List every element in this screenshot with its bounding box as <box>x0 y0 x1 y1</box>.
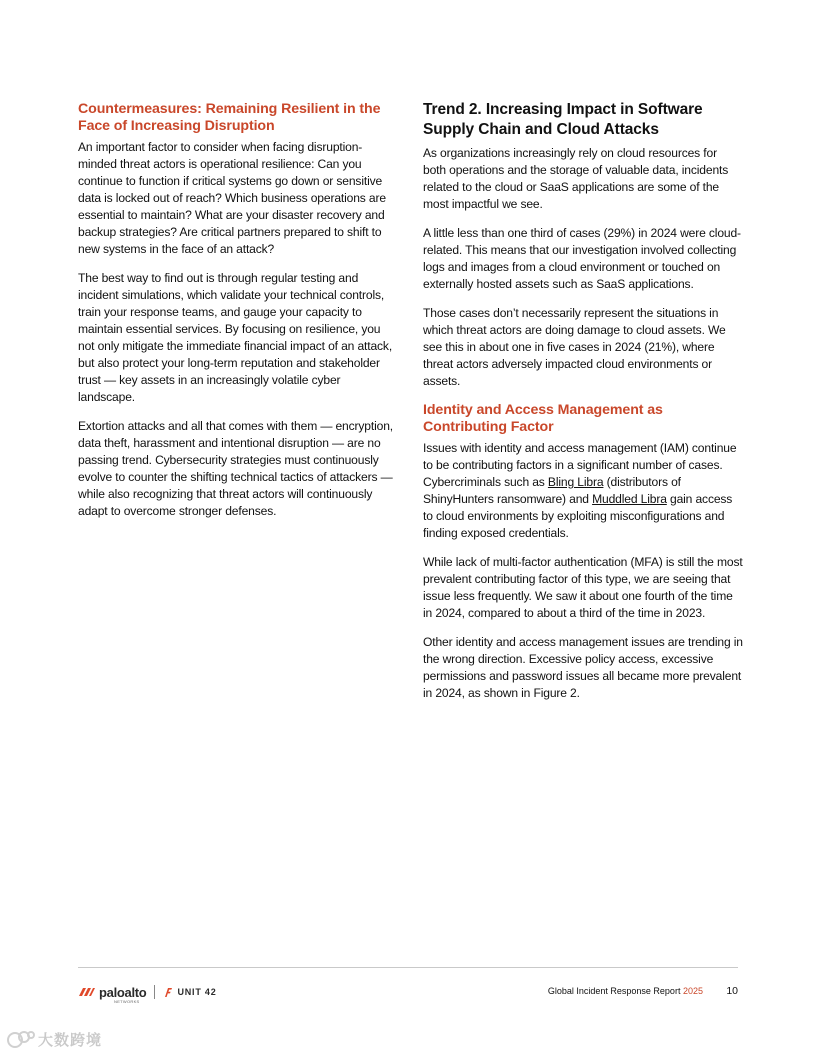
iam-paragraph-1 <box>423 440 743 542</box>
logo-divider <box>154 985 155 999</box>
trend-2-heading: Trend 2. Increasing Impact in Software Supply Chain and Cloud Attacks <box>423 101 703 138</box>
left-paragraph-3: Extortion attacks and all that comes with them — encryption, data theft, harassment and intentional disruption — are no passing trend. Cybersecurity strategies must continuously evolve to counter the shifting technical tactics of attackers — while also recognizing that threat actors will continuously adapt to overcome stronger defenses. <box>78 419 393 518</box>
trend-paragraph-1: As organizations increasingly rely on cloud resources for both operations and the storage of valuable data, incidents related to the cloud or SaaS applications are some of the most impactful we see. <box>423 146 729 211</box>
iam-p1-text-1: Issues with identity and access management (IAM) continue to be contributing factors in a significant number of cases. Cybercriminals such as <box>423 441 737 489</box>
trend-paragraph-2: A little less than one third of cases (29%) in 2024 were cloud-related. This means that our investigation involved collecting logs and images from a cloud environment or touched on externally hosted assets such as SaaS applications. <box>423 226 741 291</box>
footer-logos <box>78 984 217 1004</box>
report-title-text: Global Incident Response Report <box>547 986 681 996</box>
unit42-logo-icon <box>163 987 173 998</box>
paloalto-sub-wordmark: NETWORKS <box>114 999 140 1004</box>
countermeasures-heading: Countermeasures: Remaining Resilient in the Face of Increasing Disruption <box>78 101 381 134</box>
iam-p1-text-3: gain access to cloud environments by exploiting misconfigurations and finding exposed credentials. <box>423 492 733 540</box>
paloalto-wordmark: paloalto <box>99 984 147 1000</box>
muddled-libra-link[interactable]: Muddled Libra <box>592 492 667 506</box>
iam-paragraph-3: Other identity and access management issues are trending in the wrong direction. Excessive policy access, excessive permissions and password issues all became more prevalent in 2024, as shown in Figure 2. <box>423 635 743 700</box>
bling-libra-link[interactable]: Bling Libra <box>547 475 604 489</box>
report-year: 2025 <box>682 986 703 996</box>
iam-paragraph-2: While lack of multi-factor authentication (MFA) is still the most prevalent contributing factor of this type, we are seeing that issue less frequently. We saw it about one fourth of the time in 2024, compared to about a third of the time in 2023. <box>423 555 743 620</box>
footer-divider <box>78 967 738 968</box>
paloalto-logo-icon <box>78 986 96 998</box>
left-paragraph-2: The best way to find out is through regular testing and incident simulations, which validate your technical controls, train your response teams, and gauge your capacity to maintain essential services. By focusing on resilience, you not only mitigate the immediate financial impact of an attack, but also protect your long-term reputation and stakeholder trust — key assets in an increasingly volatile cyber landscape. <box>78 271 393 404</box>
left-column <box>78 98 398 532</box>
watermark-text: 大数跨境 <box>38 1031 103 1049</box>
trend-paragraph-3: Those cases don’t necessarily represent the situations in which threat actors are doing damage to cloud assets. We see this in about one in five cases in 2024 (21%), where threat actors adversely impacted cloud environments or assets. <box>423 306 726 388</box>
unit42-wordmark: UNIT 42 <box>177 987 217 997</box>
watermark <box>6 1028 102 1050</box>
page-footer <box>78 980 738 1004</box>
iam-p1-text-2: (distributors of ShinyHunters ransomware) and <box>423 475 681 506</box>
watermark-icon <box>6 1028 36 1050</box>
report-title <box>548 986 703 996</box>
iam-heading: Identity and Access Management as Contributing Factor <box>423 402 663 435</box>
left-paragraph-1: An important factor to consider when facing disruption-minded threat actors is operational resilience: Can you continue to function if critical systems go down or sensitive data is locked out of reach? Which business operations are essential to maintain? What are your disaster recovery and backup strategies? Are critical partners prepared to shift to new systems in the face of an attack? <box>78 140 386 256</box>
page-number: 10 <box>726 985 738 997</box>
right-column <box>423 98 743 714</box>
